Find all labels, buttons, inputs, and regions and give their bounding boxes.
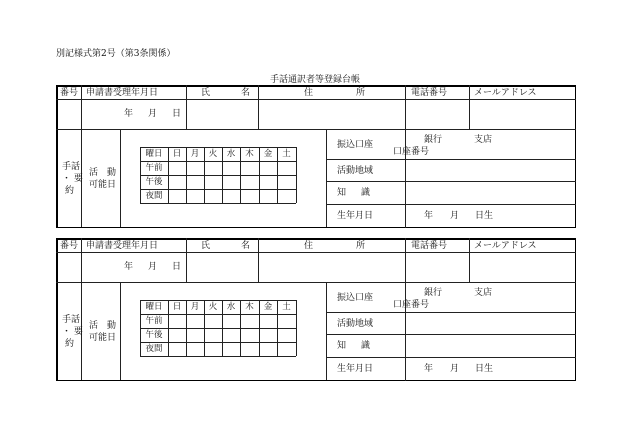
birthdate-label: 生年月日: [337, 211, 374, 221]
weekday-6: 金: [263, 302, 273, 312]
summary-label-1: 手話: [62, 315, 81, 325]
weekday-3: 火: [208, 302, 218, 312]
period-1: 午後: [145, 177, 163, 187]
period-1: 午後: [145, 330, 163, 340]
bank-account-label: 振込口座: [337, 293, 374, 303]
account-number-label: 口座番号: [393, 147, 430, 157]
birth-month: 月: [450, 211, 460, 221]
birthdate-label: 生年月日: [337, 364, 374, 374]
application-date-header: 申請書受理年月日: [86, 241, 159, 251]
email-header: メールアドレス: [474, 241, 537, 251]
grid-line: [140, 314, 296, 315]
activity-area-label: 活動地域: [337, 166, 374, 176]
knowledge-label-1: 知: [337, 188, 347, 198]
number-header: 番号: [60, 88, 79, 98]
period-2: 夜間: [145, 344, 163, 354]
date-year: 年: [124, 262, 134, 272]
date-month: 月: [148, 109, 158, 119]
number-header: 番号: [60, 241, 79, 251]
weekday-2: 月: [190, 149, 200, 159]
weekday-3: 火: [208, 149, 218, 159]
bank-branch-label: 支店: [474, 288, 493, 298]
grid-line: [296, 300, 297, 356]
weekday-7: 土: [282, 149, 291, 159]
name-header-1: 氏: [201, 88, 211, 98]
weekday-2: 月: [190, 302, 200, 312]
phone-header: 電話番号: [411, 88, 448, 98]
grid-line: [140, 356, 296, 357]
name-header-2: 名: [241, 241, 251, 251]
email-header: メールアドレス: [474, 88, 537, 98]
grid-line: [140, 161, 296, 162]
bank-name-label: 銀行: [424, 135, 443, 145]
birth-day: 日生: [475, 211, 494, 221]
grid-line: [140, 203, 296, 204]
summary-label-3: 約: [65, 339, 75, 349]
form-title: 手話通訳者等登録台帳: [269, 75, 360, 85]
bank-account-label: 振込口座: [337, 140, 374, 150]
registration-record-1: [56, 85, 576, 228]
account-number-label: 口座番号: [393, 300, 430, 310]
grid-line: [296, 147, 297, 203]
date-month: 月: [148, 262, 158, 272]
weekday-1: 日: [172, 149, 182, 159]
address-header-2: 所: [356, 88, 366, 98]
period-0: 午前: [145, 163, 163, 173]
bank-branch-label: 支店: [474, 135, 493, 145]
activity-label-1: 活 動: [89, 321, 117, 331]
date-day: 日: [172, 262, 182, 272]
grid-line: [140, 328, 296, 329]
weekday-5: 木: [245, 302, 254, 312]
activity-area-label: 活動地域: [337, 319, 374, 329]
activity-label-1: 活 動: [89, 168, 117, 178]
birth-month: 月: [450, 364, 460, 374]
address-header-2: 所: [356, 241, 366, 251]
birth-year: 年: [424, 211, 434, 221]
knowledge-label-2: 識: [361, 341, 371, 351]
application-date-header: 申請書受理年月日: [86, 88, 159, 98]
birth-day: 日生: [475, 364, 494, 374]
summary-label-1: 手話: [62, 162, 81, 172]
knowledge-label-2: 識: [361, 188, 371, 198]
activity-label-2: 可能日: [89, 180, 117, 190]
grid-line: [140, 300, 296, 301]
address-header-1: 住: [304, 88, 314, 98]
weekday-4: 水: [226, 149, 236, 159]
grid-line: [140, 189, 296, 190]
weekday-1: 日: [172, 302, 182, 312]
grid-line: [140, 147, 296, 148]
bank-name-label: 銀行: [424, 288, 443, 298]
registration-record-2: [56, 238, 576, 381]
activity-label-2: 可能日: [89, 333, 117, 343]
weekday-header: 曜日: [145, 302, 163, 312]
name-header-2: 名: [241, 88, 251, 98]
date-day: 日: [172, 109, 182, 119]
phone-header: 電話番号: [411, 241, 448, 251]
summary-label-2: ・ 要: [62, 174, 83, 184]
grid-line: [140, 342, 296, 343]
name-header-1: 氏: [201, 241, 211, 251]
form-number-note: 別記様式第2号（第3条関係）: [56, 49, 176, 59]
date-year: 年: [124, 109, 134, 119]
weekday-7: 土: [282, 302, 291, 312]
knowledge-label-1: 知: [337, 341, 347, 351]
address-header-1: 住: [304, 241, 314, 251]
period-2: 夜間: [145, 191, 163, 201]
grid-line: [140, 175, 296, 176]
period-0: 午前: [145, 316, 163, 326]
birth-year: 年: [424, 364, 434, 374]
weekday-6: 金: [263, 149, 273, 159]
weekday-4: 水: [226, 302, 236, 312]
weekday-5: 木: [245, 149, 254, 159]
summary-label-2: ・ 要: [62, 327, 83, 337]
weekday-header: 曜日: [145, 149, 163, 159]
summary-label-3: 約: [65, 186, 75, 196]
